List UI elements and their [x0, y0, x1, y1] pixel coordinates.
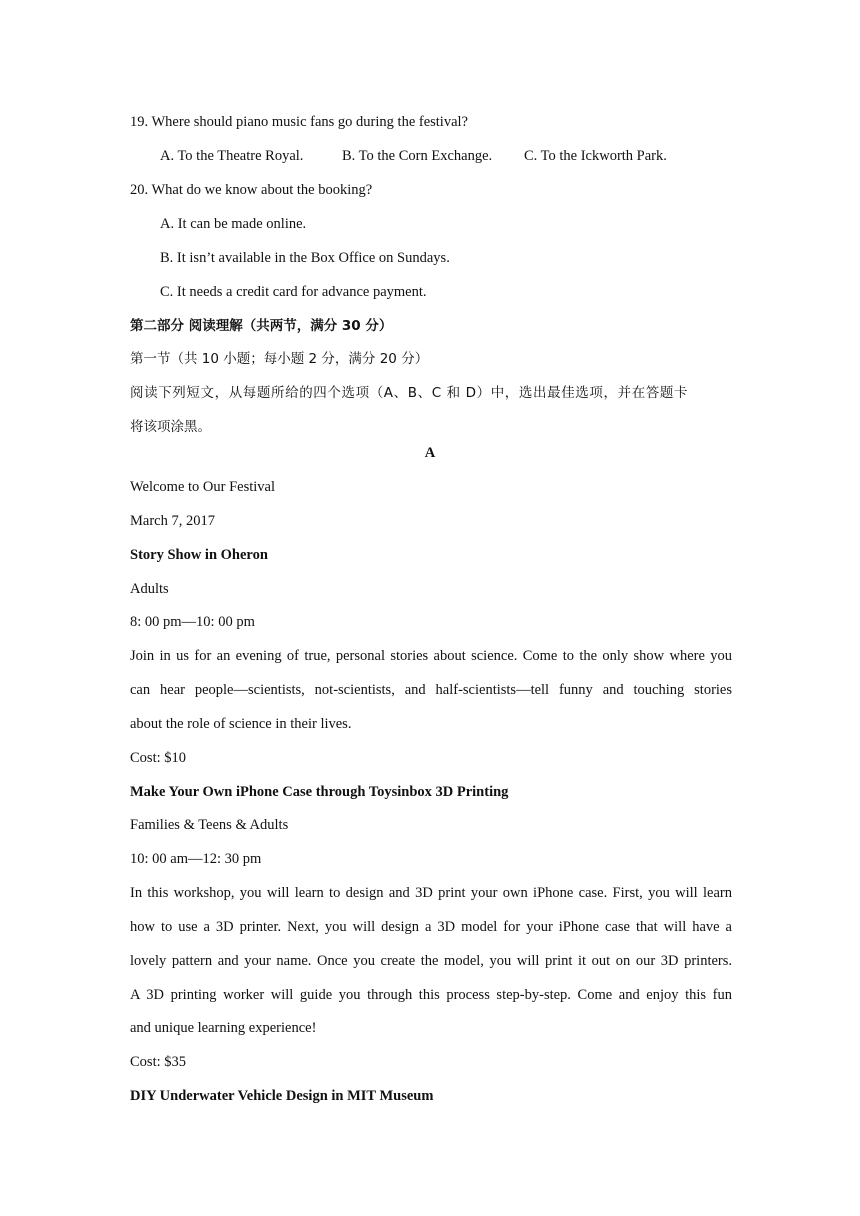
part2-heading: 第二部分 阅读理解（共两节，满分 30 分） [130, 318, 393, 334]
section1-heading: 第一节（共 10 小题；每小题 2 分，满分 20 分） [130, 351, 429, 367]
instruction-line-2: 将该项涂黑。 [130, 419, 211, 435]
event-1-time: 8: 00 pm—10: 00 pm [130, 614, 255, 630]
question-20-stem: 20. What do we know about the booking? [130, 182, 373, 198]
event-1-audience: Adults [130, 581, 169, 597]
event-1-desc-line-3: about the role of science in their lives. [130, 716, 352, 732]
event-2-desc-line-4: A 3D printing worker will guide you through this process step-by-step. Come and enjoy this fun [130, 987, 732, 1003]
event-2-name: Make Your Own iPhone Case through Toysinbox 3D Printing [130, 784, 509, 800]
passage-date: March 7, 2017 [130, 513, 215, 529]
instruction-line-1: 阅读下列短文，从每题所给的四个选项（A、B、C 和 D）中，选出最佳选项，并在答题卡 [130, 385, 689, 401]
question-19-stem: 19. Where should piano music fans go during the festival? [130, 114, 468, 130]
event-1-cost: Cost: $10 [130, 750, 186, 766]
event-2-time: 10: 00 am—12: 30 pm [130, 851, 262, 867]
q20-option-a: A. It can be made online. [160, 216, 307, 232]
passage-label: A [424, 445, 436, 461]
event-2-desc-line-3: lovely pattern and your name. Once you create the model, you will print it out on our 3D printers. [130, 953, 732, 969]
event-1-desc-line-1: Join in us for an evening of true, personal stories about science. Come to the only show where you [130, 648, 732, 664]
q19-option-a: A. To the Theatre Royal. [160, 148, 304, 164]
q20-option-b: B. It isn’t available in the Box Office on Sundays. [160, 250, 450, 266]
q20-option-c: C. It needs a credit card for advance payment. [160, 284, 427, 300]
event-2-cost: Cost: $35 [130, 1054, 186, 1070]
event-3-name: DIY Underwater Vehicle Design in MIT Museum [130, 1088, 434, 1104]
event-2-audience: Families & Teens & Adults [130, 817, 289, 833]
passage-title: Welcome to Our Festival [130, 479, 276, 495]
q19-option-b: B. To the Corn Exchange. [342, 148, 493, 164]
q19-option-c: C. To the Ickworth Park. [524, 148, 667, 164]
event-1-desc-line-2: can hear people—scientists, not-scientists, and half-scientists—tell funny and touching stories [130, 682, 732, 698]
event-2-desc-line-2: how to use a 3D printer. Next, you will design a 3D model for your iPhone case that will have a [130, 919, 732, 935]
event-1-name: Story Show in Oheron [130, 547, 268, 563]
event-2-desc-line-5: and unique learning experience! [130, 1020, 317, 1036]
event-2-desc-line-1: In this workshop, you will learn to design and 3D print your own iPhone case. First, you will learn [130, 885, 732, 901]
